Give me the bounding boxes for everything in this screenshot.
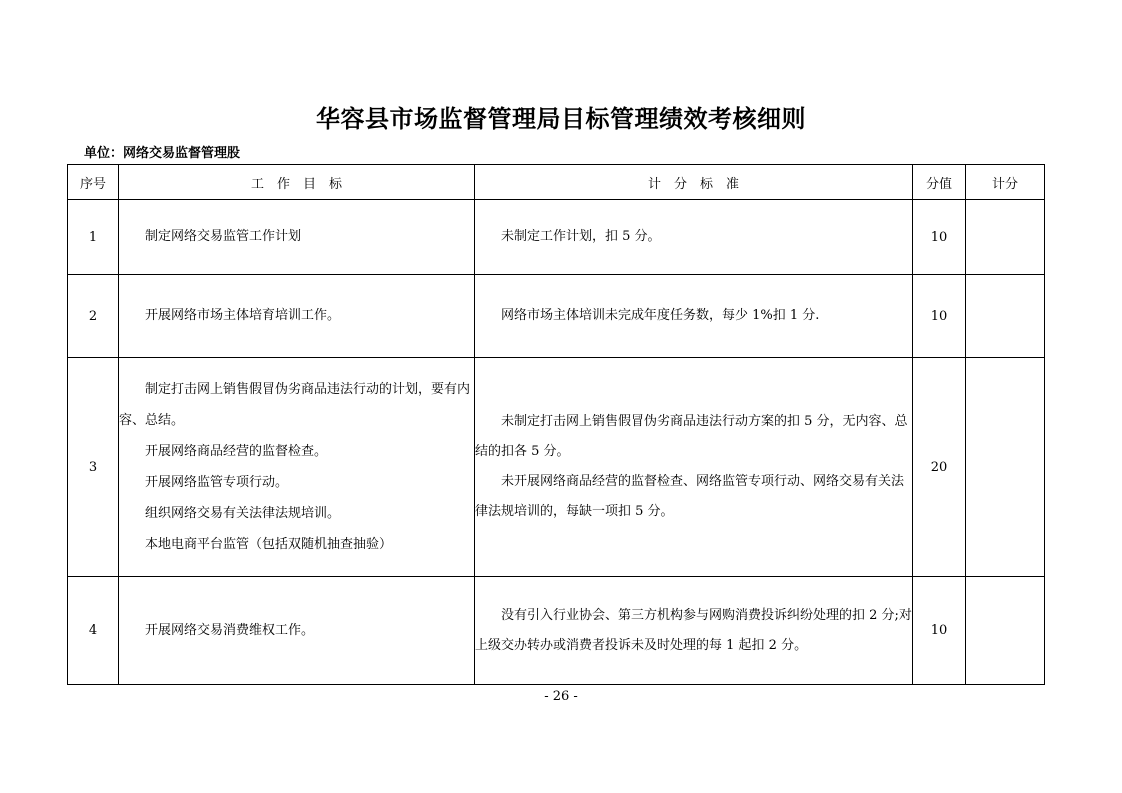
table-row bbox=[68, 358, 1045, 577]
goal-line: 开展网络监管专项行动。 bbox=[145, 475, 289, 490]
row-points: 20 bbox=[913, 358, 966, 577]
goal-line: 组织网络交易有关法律法规培训。 bbox=[145, 506, 341, 521]
row-seq: 4 bbox=[68, 577, 119, 685]
table-row bbox=[68, 275, 1045, 358]
table-row bbox=[68, 200, 1045, 275]
header-seq: 序号 bbox=[68, 165, 119, 200]
goal-line: 开展网络市场主体培育培训工作。 bbox=[145, 308, 341, 323]
criteria-line: 未制定打击网上销售假冒伪劣商品违法行动方案的扣 5 分，无内容、总结的扣各 5 分。 bbox=[475, 414, 908, 459]
row-goal bbox=[119, 200, 475, 275]
goal-line: 制定网络交易监管工作计划 bbox=[145, 229, 302, 244]
row-seq: 1 bbox=[68, 200, 119, 275]
table-header-row bbox=[68, 165, 1045, 200]
row-score-cell bbox=[966, 275, 1045, 358]
assessment-table bbox=[67, 164, 1045, 685]
row-criteria bbox=[475, 358, 913, 577]
row-score-cell bbox=[966, 358, 1045, 577]
criteria-line: 网络市场主体培训未完成年度任务数，每少 1%扣 1 分. bbox=[501, 308, 820, 323]
row-points: 10 bbox=[913, 275, 966, 358]
row-points: 10 bbox=[913, 200, 966, 275]
criteria-line: 没有引入行业协会、第三方机构参与网购消费投诉纠纷处理的扣 2 分;对上级交办转办或消费者投诉未及时处理的每 1 起扣 2 分。 bbox=[475, 607, 912, 653]
header-goal: 工 作 目 标 bbox=[119, 165, 475, 200]
row-goal bbox=[119, 577, 475, 685]
row-seq: 2 bbox=[68, 275, 119, 358]
row-score-cell bbox=[966, 200, 1045, 275]
header-criteria: 计 分 标 准 bbox=[475, 165, 913, 200]
table-row bbox=[68, 577, 1045, 685]
criteria-line: 未开展网络商品经营的监督检查、网络监管专项行动、网络交易有关法律法规培训的，每缺一项扣 5 分。 bbox=[475, 474, 905, 519]
page-number: - 26 - bbox=[544, 689, 578, 704]
document-title: 华容县市场监督管理局目标管理绩效考核细则 bbox=[316, 105, 806, 133]
criteria-line: 未制定工作计划，扣 5 分。 bbox=[501, 229, 661, 244]
goal-line: 开展网络交易消费维权工作。 bbox=[145, 622, 315, 638]
row-score-cell bbox=[966, 577, 1045, 685]
row-criteria bbox=[475, 200, 913, 275]
goal-line: 制定打击网上销售假冒伪劣商品违法行动的计划，要有内容、总结。 bbox=[119, 382, 471, 428]
header-score: 计分 bbox=[966, 165, 1045, 200]
unit-label: 单位：网络交易监督管理股 bbox=[84, 146, 241, 161]
row-criteria bbox=[475, 275, 913, 358]
row-goal bbox=[119, 358, 475, 577]
goal-line: 开展网络商品经营的监督检查。 bbox=[145, 444, 328, 459]
row-goal bbox=[119, 275, 475, 358]
row-points: 10 bbox=[913, 577, 966, 685]
goal-line: 本地电商平台监管（包括双随机抽查抽验） bbox=[145, 537, 393, 552]
row-seq: 3 bbox=[68, 358, 119, 577]
row-criteria bbox=[475, 577, 913, 685]
header-points: 分值 bbox=[913, 165, 966, 200]
